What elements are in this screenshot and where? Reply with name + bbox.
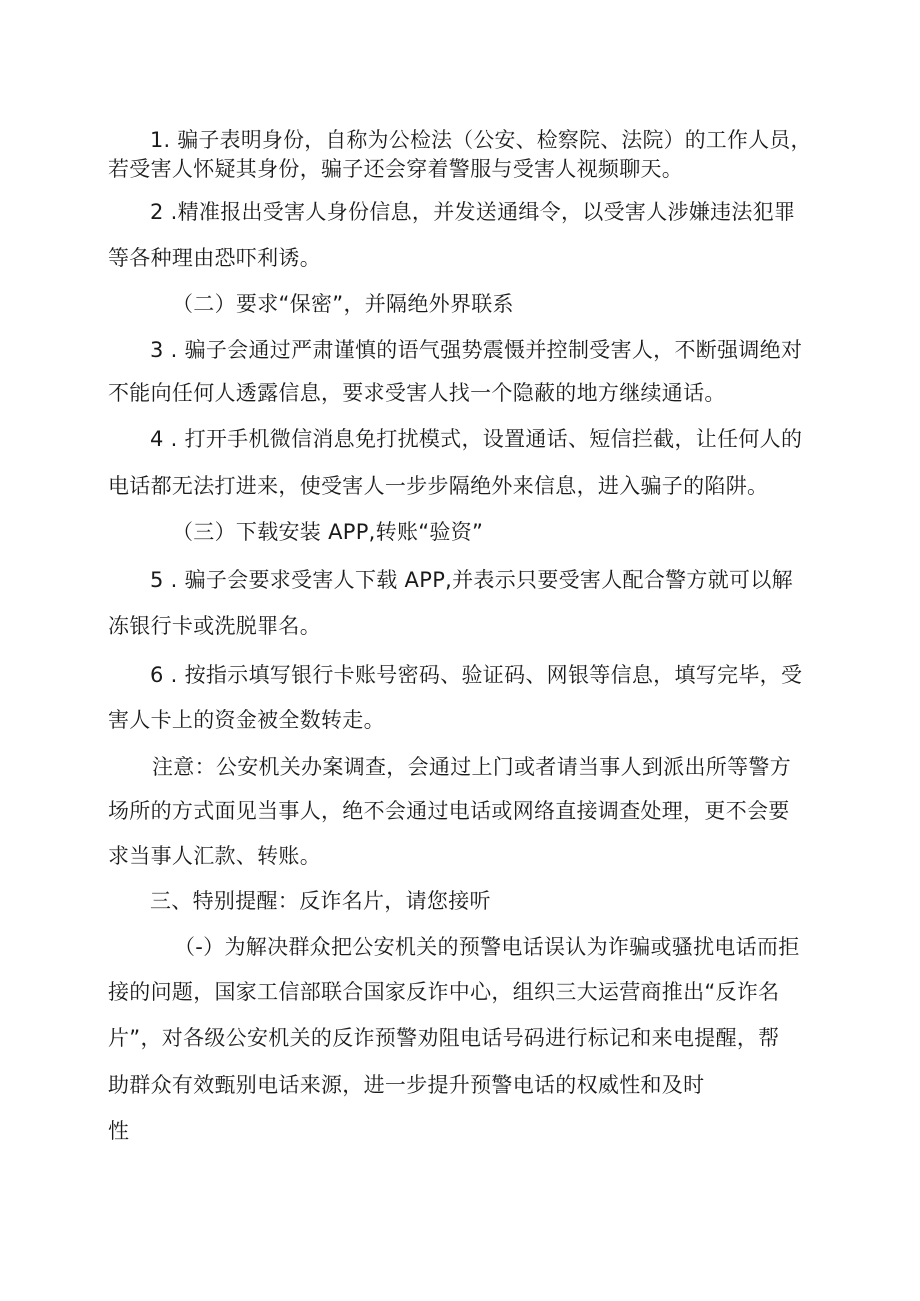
text-line: 不能向任何人透露信息，要求受害人找一个隐蔽的地方继续通话。 bbox=[108, 381, 726, 405]
text-line: 4 . 打开手机微信消息免打扰模式，设置通话、短信拦截，让任何人的 bbox=[150, 427, 803, 451]
notice-line: 求当事人汇款、转账。 bbox=[108, 844, 321, 868]
text-line: 电话都无法打进来，使受害人一步步隔绝外来信息，进入骗子的陷阱。 bbox=[108, 474, 769, 498]
notice-line: 注意：公安机关办案调查，会通过上门或者请当事人到派出所等警方 bbox=[152, 755, 791, 779]
section-heading: （二）要求“保密”，并隔绝外界联系 bbox=[172, 292, 514, 316]
text-line: 若受害人怀疑其身份，骗子还会穿着警服与受害人视频聊天。 bbox=[108, 157, 684, 181]
section-heading: 三、特别提醒：反诈名片，请您接听 bbox=[150, 889, 491, 913]
text-line: 5 . 骗子会要求受害人下载 APP,并表示只要受害人配合警方就可以解 bbox=[150, 568, 793, 592]
text-line: 性 bbox=[108, 1119, 130, 1143]
text-line: 等各种理由恐吓利诱。 bbox=[108, 246, 321, 270]
text-line: 1. 骗子表明身份，自称为公检法（公安、检察院、法院）的工作人员， bbox=[150, 128, 812, 152]
text-line: 冻银行卡或洗脱罪名。 bbox=[108, 614, 321, 638]
text-line: 害人卡上的资金被全数转走。 bbox=[108, 708, 385, 732]
text-line: 3 . 骗子会通过严肃谨慎的语气强势震慑并控制受害人，不断强调绝对 bbox=[150, 338, 803, 362]
text-line: 2 .精准报出受害人身份信息，并发送通缉令，以受害人涉嫌违法犯罪 bbox=[150, 200, 796, 224]
text-line: 接的问题，国家工信部联合国家反诈中心，组织三大运营商推出“反诈名 bbox=[108, 980, 780, 1004]
section-heading: （三）下载安装 APP,转账“验资” bbox=[172, 520, 484, 544]
text-line: （-）为解决群众把公安机关的预警电话误认为诈骗或骚扰电话而拒 bbox=[174, 935, 800, 959]
text-line: 6 . 按指示填写银行卡账号密码、验证码、网银等信息，填写完毕，受 bbox=[150, 663, 803, 687]
text-line: 片”，对各级公安机关的反诈预警劝阻电话号码进行标记和来电提醒，帮 bbox=[108, 1026, 780, 1050]
notice-line: 场所的方式面见当事人，绝不会通过电话或网络直接调查处理，更不会要 bbox=[108, 799, 790, 823]
text-line: 助群众有效甄别电话来源，进一步提升预警电话的权威性和及时 bbox=[108, 1073, 705, 1097]
